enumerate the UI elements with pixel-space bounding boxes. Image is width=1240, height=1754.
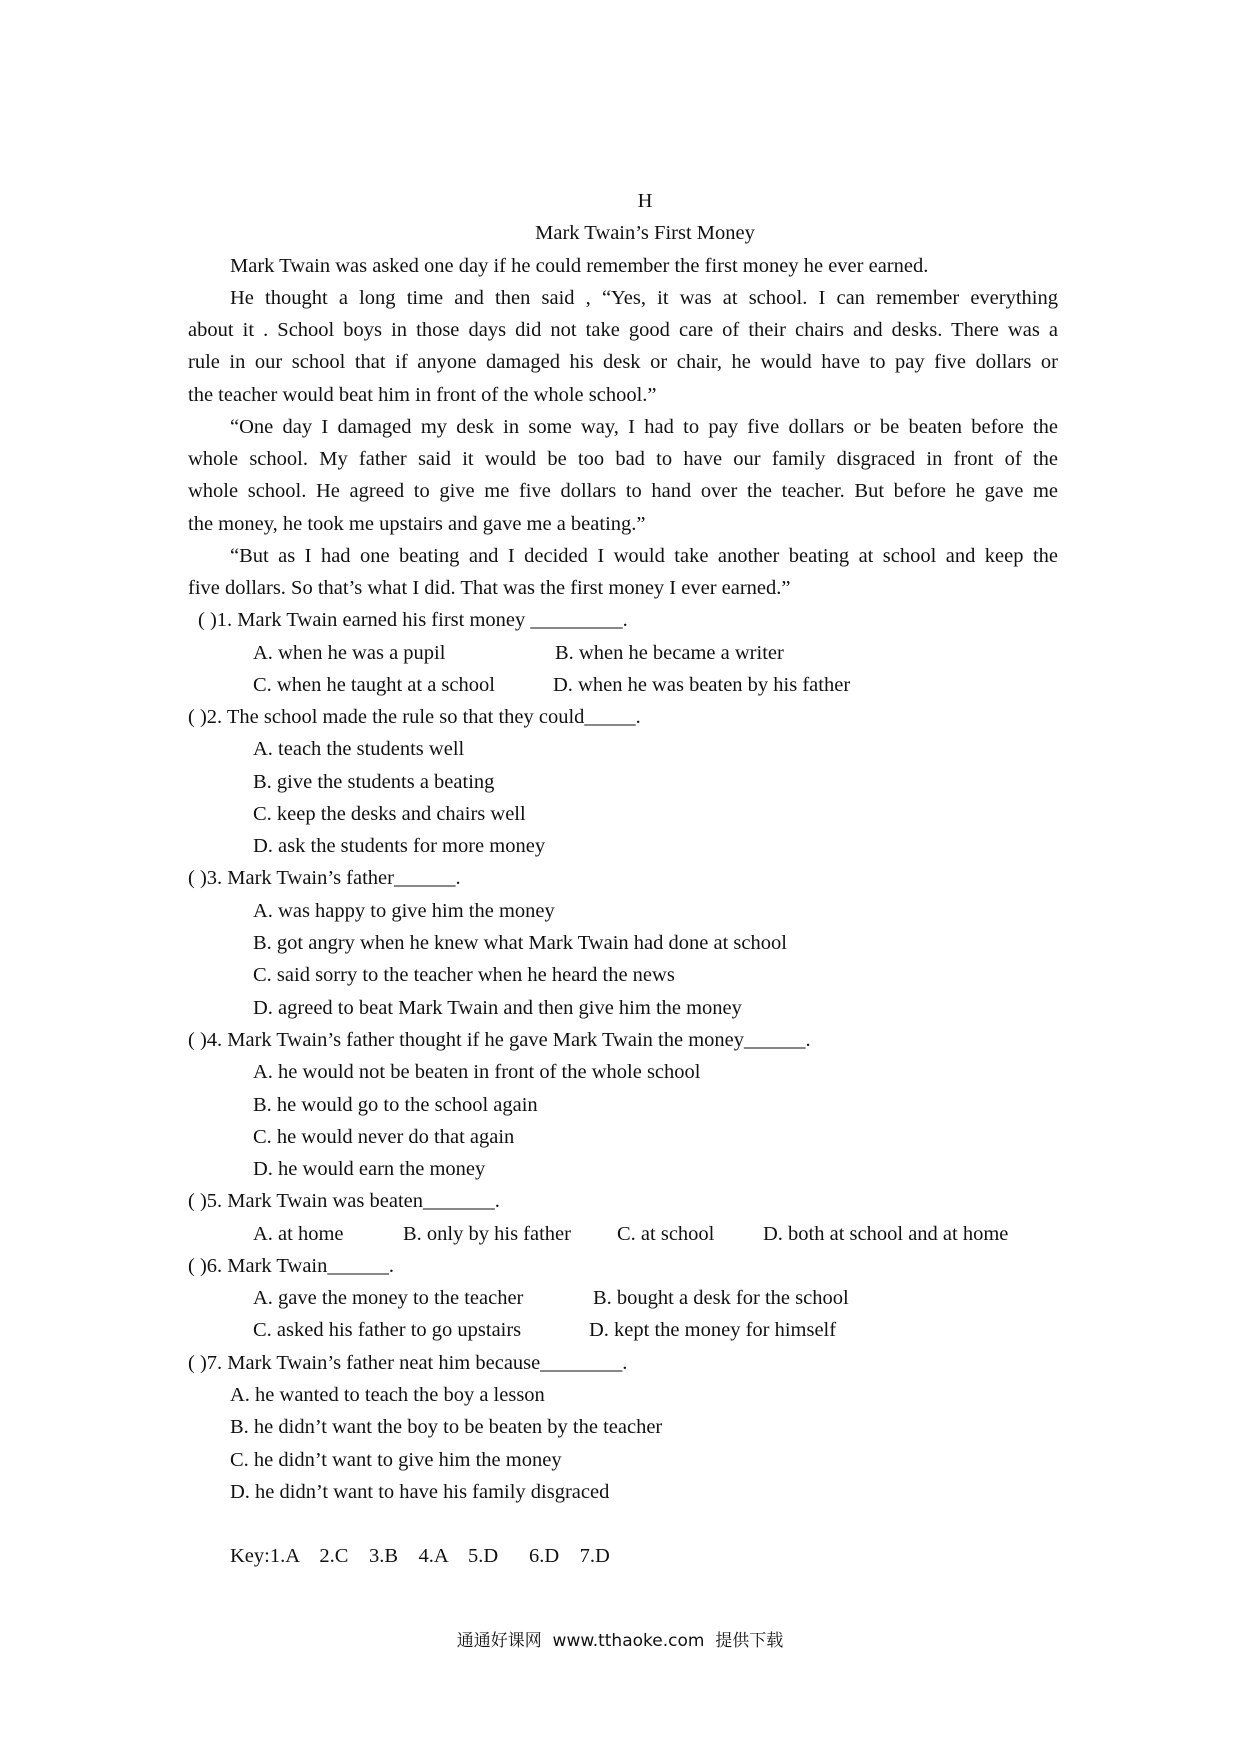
- question-1-option-a: A. when he was a pupil: [253, 642, 446, 664]
- question-7-option-c: C. he didn’t want to give him the money: [230, 1449, 562, 1471]
- paragraph-2-line-4: the teacher would beat him in front of the whole school.”: [188, 384, 657, 406]
- question-4-option-b: B. he would go to the school again: [253, 1094, 538, 1116]
- passage-title: Mark Twain’s First Money: [535, 222, 755, 244]
- question-3-option-b: B. got angry when he knew what Mark Twain had done at school: [253, 932, 787, 954]
- question-6: ( )6. Mark Twain______.: [188, 1255, 395, 1277]
- question-6-option-c: C. asked his father to go upstairs: [253, 1319, 522, 1341]
- paragraph-3-line-2: whole school. My father said it would be too bad to have our family disgraced in front of the: [188, 448, 1058, 470]
- question-7: ( )7. Mark Twain’s father neat him because________.: [188, 1352, 628, 1374]
- question-6-option-b: B. bought a desk for the school: [593, 1287, 849, 1309]
- question-3-option-c: C. said sorry to the teacher when he heard the news: [253, 964, 675, 986]
- question-2-option-a: A. teach the students well: [253, 738, 465, 760]
- question-1-option-c: C. when he taught at a school: [253, 674, 495, 696]
- question-2-option-c: C. keep the desks and chairs well: [253, 803, 526, 825]
- question-7-option-d: D. he didn’t want to have his family disgraced: [230, 1481, 610, 1503]
- question-2-option-d: D. ask the students for more money: [253, 835, 546, 857]
- paragraph-2-line-1: He thought a long time and then said , “Yes, it was at school. I can remember everything: [230, 287, 1058, 309]
- paragraph-2-line-3: rule in our school that if anyone damaged his desk or chair, he would have to pay five dollars or: [188, 351, 1058, 373]
- paragraph-4-line-1: “But as I had one beating and I decided I would take another beating at school and keep the: [230, 545, 1058, 567]
- question-7-option-b: B. he didn’t want the boy to be beaten by the teacher: [230, 1416, 663, 1438]
- question-5-option-a: A. at home: [253, 1223, 344, 1245]
- paragraph-4-line-2: five dollars. So that’s what I did. That was the first money I ever earned.”: [188, 577, 791, 599]
- question-6-option-a: A. gave the money to the teacher: [253, 1287, 524, 1309]
- question-3-option-d: D. agreed to beat Mark Twain and then give him the money: [253, 997, 742, 1019]
- question-4-option-a: A. he would not be beaten in front of the whole school: [253, 1061, 701, 1083]
- paragraph-3-line-3: whole school. He agreed to give me five dollars to hand over the teacher. But before he gave me: [188, 480, 1058, 502]
- paragraph-3-line-1: “One day I damaged my desk in some way, I had to pay five dollars or be beaten before the: [230, 416, 1058, 438]
- question-5-option-c: C. at school: [617, 1223, 715, 1245]
- question-4: ( )4. Mark Twain’s father thought if he gave Mark Twain the money______.: [188, 1029, 811, 1051]
- question-4-option-c: C. he would never do that again: [253, 1126, 515, 1148]
- question-5-option-b: B. only by his father: [403, 1223, 571, 1245]
- question-1-option-d: D. when he was beaten by his father: [553, 674, 851, 696]
- question-3: ( )3. Mark Twain’s father______.: [188, 867, 461, 889]
- paragraph-2-line-2: about it . School boys in those days did not take good care of their chairs and desks. There was a: [188, 319, 1058, 341]
- question-5: ( )5. Mark Twain was beaten_______.: [188, 1190, 500, 1212]
- paragraph-3-line-4: the money, he took me upstairs and gave me a beating.”: [188, 513, 646, 535]
- question-5-option-d: D. both at school and at home: [763, 1223, 1009, 1245]
- paragraph-1: Mark Twain was asked one day if he could remember the first money he ever earned.: [230, 255, 929, 277]
- question-3-option-a: A. was happy to give him the money: [253, 900, 555, 922]
- question-2: ( )2. The school made the rule so that they could_____.: [188, 706, 641, 728]
- question-4-option-d: D. he would earn the money: [253, 1158, 486, 1180]
- answer-key: Key:1.A 2.C 3.B 4.A 5.D 6.D 7.D: [230, 1545, 610, 1567]
- question-2-option-b: B. give the students a beating: [253, 771, 495, 793]
- question-7-option-a: A. he wanted to teach the boy a lesson: [230, 1384, 545, 1406]
- question-1-option-b: B. when he became a writer: [555, 642, 784, 664]
- question-1: ( )1. Mark Twain earned his first money _________.: [198, 609, 628, 631]
- page-footer: 通通好课网 www.tthaoke.com 提供下载: [456, 1631, 784, 1651]
- section-heading: H: [637, 190, 653, 212]
- question-6-option-d: D. kept the money for himself: [589, 1319, 837, 1341]
